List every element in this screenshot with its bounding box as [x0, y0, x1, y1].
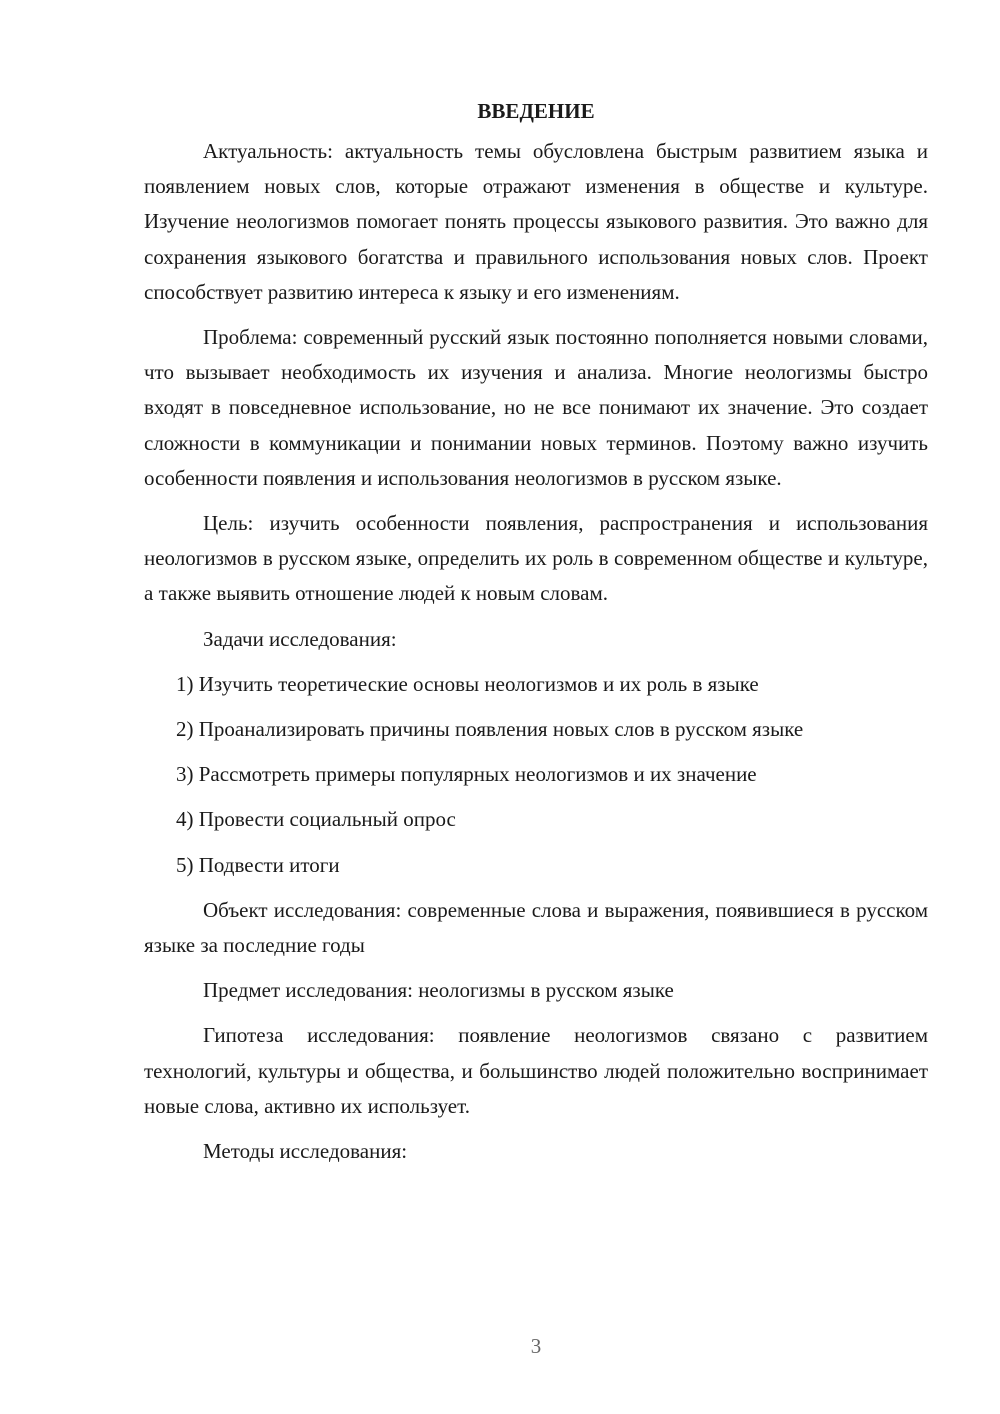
task-item-5: 5) Подвести итоги	[176, 852, 340, 877]
task-item-4: 4) Провести социальный опрос	[176, 807, 456, 832]
methods-heading: Методы исследования:	[203, 1139, 408, 1164]
task-item-3: 3) Рассмотреть примеры популярных неологизмов и их значение	[176, 762, 757, 787]
goal-paragraph: Цель: изучить особенности появления, распространения и использования неологизмов в русском языке, определить их роль в современном обществе и культуре, а также выявить отношение людей к новым словам.	[144, 511, 928, 606]
tasks-heading: Задачи исследования:	[203, 626, 397, 651]
tasks-list	[144, 667, 928, 883]
task-item-2: 2) Проанализировать причины появления новых слов в русском языке	[176, 717, 804, 742]
object-paragraph: Объект исследования: современные слова и выражения, появившиеся в русском языке за последние годы	[144, 897, 928, 958]
section-title: ВВЕДЕНИЕ	[477, 99, 595, 123]
subject-paragraph: Предмет исследования: неологизмы в русском языке	[203, 978, 674, 1003]
hypothesis-paragraph: Гипотеза исследования: появление неологизмов связано с развитием технологий, культуры и общества, и большинство людей положительно воспринимает новые слова, активно их использует.	[144, 1023, 928, 1118]
page-number: 3	[530, 1334, 542, 1358]
problem-paragraph: Проблема: современный русский язык постоянно пополняется новыми словами, что вызывает необходимость их изучения и анализа. Многие неологизмы быстро входят в повседневное использование, но не все понимают их значение. Это создает сложности в коммуникации и понимании новых терминов. Поэтому важно изучить особенности появления и использования неологизмов в русском языке.	[144, 325, 928, 490]
relevance-paragraph: Актуальность: актуальность темы обусловлена быстрым развитием языка и появлением новых слов, которые отражают изменения в обществе и культуре. Изучение неологизмов помогает понять процессы языкового развития. Это важно для сохранения языкового богатства и правильного использования новых слов. Проект способствует развитию интереса к языку и его изменениям.	[144, 139, 928, 304]
document-page	[144, 96, 928, 1179]
task-item-1: 1) Изучить теоретические основы неологизмов и их роль в языке	[176, 671, 759, 696]
